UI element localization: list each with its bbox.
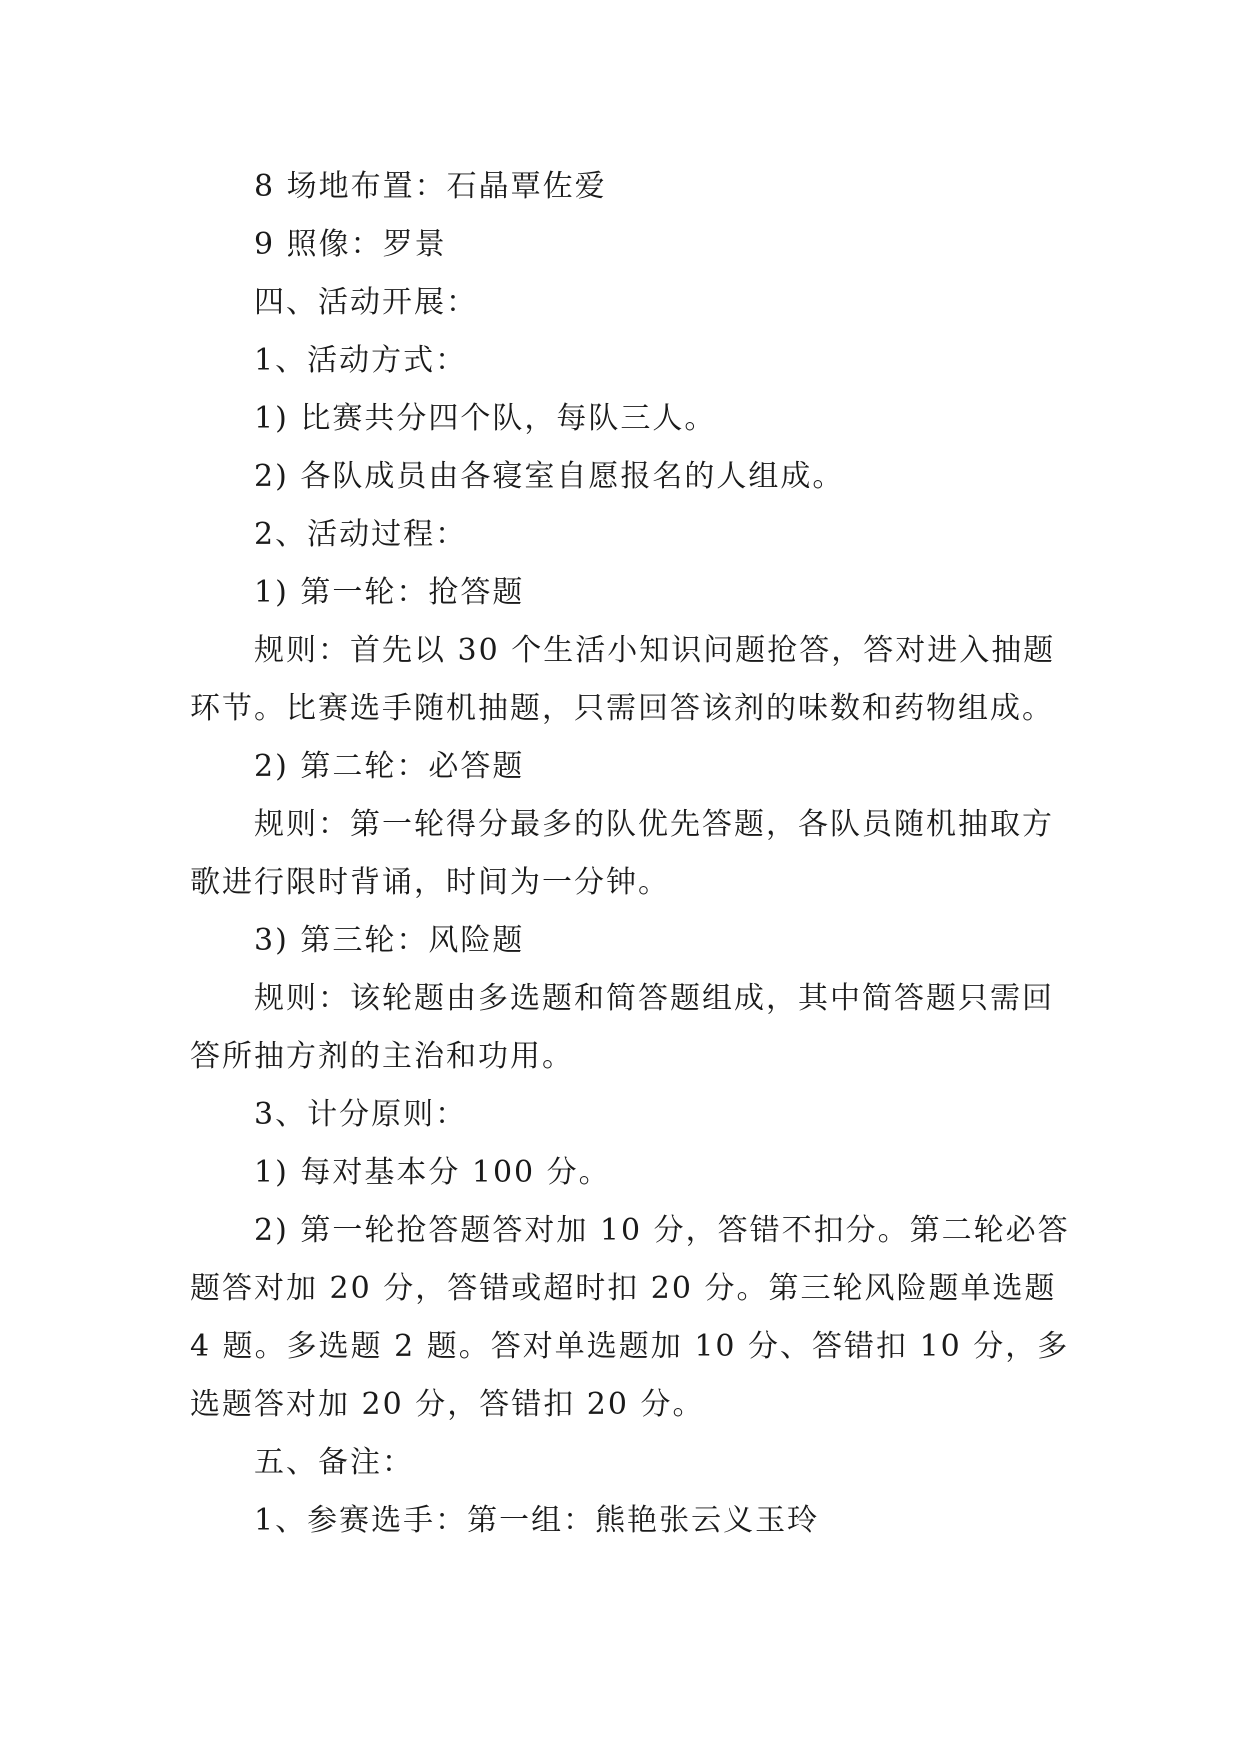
round-three-title: 3) 第三轮：风险题: [254, 923, 525, 958]
round-three-rules: 规则：该轮题由多选题和简答题组成，其中简答题只需回答所抽方剂的主治和功用。: [190, 981, 1054, 1074]
scoring-base-points: 1) 每对基本分 100 分。: [254, 1155, 611, 1190]
round-one-title: 1) 第一轮：抢答题: [254, 575, 525, 610]
section-heading-notes: 五、备注：: [254, 1445, 414, 1480]
paragraph-photography: 9 照像：罗景: [254, 227, 447, 262]
round-two-title: 2) 第二轮：必答题: [254, 749, 525, 784]
scoring-details: 2) 第一轮抢答题答对加 10 分，答错不扣分。第二轮必答题答对加 20 分，答错或超时扣 20 分。第三轮风险题单选题 4 题。多选题 2 题。答对单选题加 10 分、答错扣 10 分，多选题答对加 20 分，答错扣 20 分。: [190, 1213, 1070, 1422]
subheading-activity-process: 2、活动过程：: [254, 517, 468, 552]
round-two-rules: 规则：第一轮得分最多的队优先答题，各队员随机抽取方歌进行限时背诵，时间为一分钟。: [190, 807, 1054, 900]
subheading-scoring: 3、计分原则：: [254, 1097, 468, 1132]
section-heading-activity: 四、活动开展：: [254, 285, 478, 320]
document-body: [190, 158, 1070, 1550]
paragraph-venue-setup: 8 场地布置：石晶覃佐爱: [254, 169, 607, 204]
round-one-rules: 规则：首先以 30 个生活小知识问题抢答，答对进入抽题环节。比赛选手随机抽题，只需回答该剂的味数和药物组成。: [190, 633, 1056, 726]
subheading-activity-format: 1、活动方式：: [254, 343, 468, 378]
notes-participants: 1、参赛选手：第一组：熊艳张云义玉玲: [254, 1503, 820, 1538]
list-item-members: 2) 各队成员由各寝室自愿报名的人组成。: [254, 459, 845, 494]
list-item-teams: 1) 比赛共分四个队，每队三人。: [254, 401, 717, 436]
